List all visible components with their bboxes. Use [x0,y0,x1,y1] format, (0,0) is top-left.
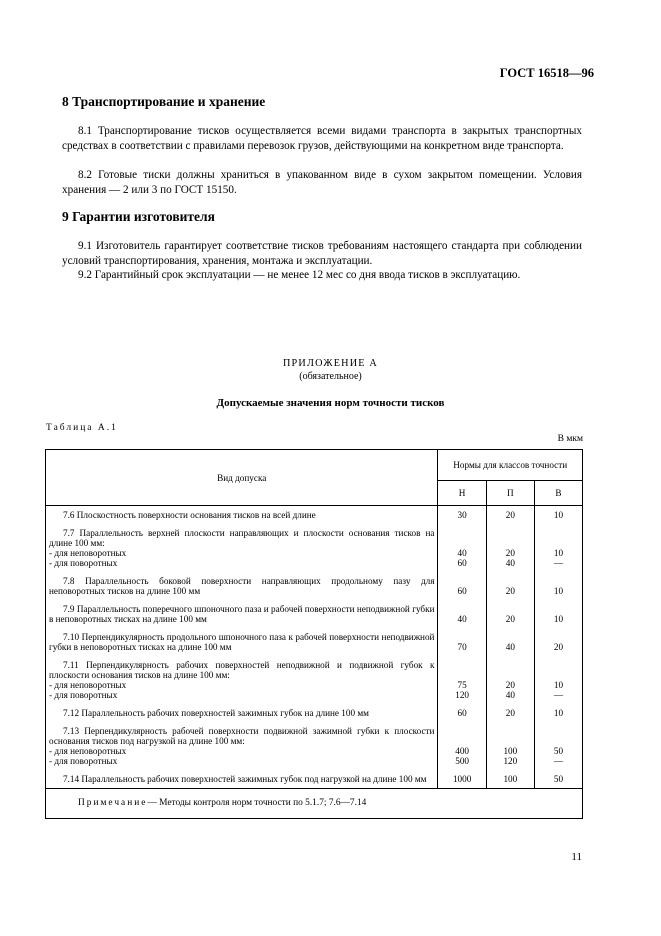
value: 100 [503,774,518,784]
value: 20 [505,614,515,624]
value-cell-v [534,628,582,656]
tolerance-text: 7.14 Параллельность рабочих поверхностей зажимных губок под нагрузкой на длине 100 мм [63,774,427,784]
tolerance-description [46,722,438,770]
value-cell-p [486,628,534,656]
column-header-class-v: В [534,481,582,506]
table-note [46,789,583,819]
table-row [46,506,583,525]
value: 40 [457,614,467,624]
column-header-class-n: Н [438,481,486,506]
value: 10 [553,708,564,718]
value-cell-v [534,524,582,572]
value-cell-p [486,506,534,525]
value-cell-v [534,770,582,789]
value: 10 [553,586,564,596]
table-label: Таблица А.1 [46,423,118,433]
tolerance-subitem: - для неповоротных [49,548,127,558]
value: 40 [505,690,515,700]
value: 60 [457,708,467,718]
value: 40 [505,558,515,568]
document-code: ГОСТ 16518—96 [499,66,594,80]
tolerance-text: 7.8 Параллельность боковой поверхности направляющих продольному пазу для неповоротных тисков на длине 100 мм [49,576,435,596]
value-cell-n [438,572,486,600]
section-9-title: 9 Гарантии изготовителя [62,209,215,224]
tolerance-description [46,506,438,525]
value: 20 [505,548,515,558]
value: 50 [553,774,564,784]
appendix-heading: Допускаемые значения норм точности тисков [216,397,445,409]
tolerance-description [46,600,438,628]
value-cell-p [486,600,534,628]
tolerance-subitem: - для поворотных [49,756,118,766]
section-8-title: 8 Транспортирование и хранение [62,94,266,109]
section-9-paragraph-1: 9.1 Изготовитель гарантирует соответствие тисков требованиям настоящего стандарта при соблюдении условий транспортирования, хранения, монтажа и эксплуатации. [62,240,582,267]
value: 120 [503,756,518,766]
value-cell-n [438,704,486,722]
table-body [46,506,583,789]
value: 400 [455,746,470,756]
tolerance-description [46,524,438,572]
value: 100 [503,746,518,756]
tolerance-subitem: - для поворотных [49,558,118,568]
value-cell-v [534,572,582,600]
value-cell-n [438,524,486,572]
table-row [46,600,583,628]
unit-label: В мкм [557,434,583,444]
value: — [553,558,564,568]
value: 50 [553,746,564,756]
tolerance-text: 7.12 Параллельность рабочих поверхностей зажимных губок на длине 100 мм [63,708,369,718]
tolerance-description [46,656,438,704]
value-cell-n [438,600,486,628]
appendix-title: ПРИЛОЖЕНИЕ А [283,358,378,369]
value: 20 [505,510,515,520]
tolerance-description [46,572,438,600]
value-cell-p [486,572,534,600]
value-cell-p [486,524,534,572]
table-row [46,656,583,704]
tolerance-text: 7.13 Перпендикулярность рабочей поверхности подвижной зажимной губки к плоскости основания тисков под нагрузкой на длине 100 мм: [49,726,435,746]
value-cell-v [534,506,582,525]
tolerance-text: 7.11 Перпендикулярность рабочих поверхностей неподвижной и подвижной губок к плоскости основания тисков на длине 100 мм: [49,660,435,680]
note-text: — Методы контроля норм точности по 5.1.7; 7.6—7.14 [147,798,367,808]
value-cell-p [486,656,534,704]
value: — [553,690,564,700]
value-cell-v [534,656,582,704]
value: 20 [553,642,564,652]
value-cell-n [438,770,486,789]
table-row [46,722,583,770]
tolerance-description [46,704,438,722]
table-row [46,628,583,656]
value: 60 [457,558,467,568]
value: 70 [457,642,467,652]
tolerance-text: 7.7 Параллельность верхней плоскости направляющих и плоскости основания тисков на длине 100 мм: [49,528,435,548]
value-cell-p [486,704,534,722]
value: 40 [505,642,515,652]
value: 75 [457,680,467,690]
tolerance-text: 7.9 Параллельность поперечного шпоночного паза и рабочей поверхности неподвижной губки в неповоротных тисках на длине 100 мм [49,604,435,624]
section-9-paragraph-2: 9.2 Гарантийный срок эксплуатации — не менее 12 мес со дня ввода тисков в эксплуатацию. [78,269,521,281]
value-cell-v [534,600,582,628]
value: 10 [553,548,564,558]
value-cell-p [486,722,534,770]
table-row [46,524,583,572]
tolerance-subitem: - для неповоротных [49,746,127,756]
tolerance-description [46,628,438,656]
value: 10 [553,614,564,624]
table-row [46,704,583,722]
note-label: Примечание [78,798,148,808]
value: 10 [553,510,564,520]
value: — [553,756,564,766]
value: 20 [505,680,515,690]
value: 20 [505,586,515,596]
page-number: 11 [571,851,582,863]
column-header-class-p: П [486,481,534,506]
table-row [46,770,583,789]
tolerance-text: 7.6 Плоскостность поверхности основания тисков на всей длине [63,510,316,520]
value: 20 [505,708,515,718]
value-cell-v [534,704,582,722]
appendix-subtitle: (обязательное) [299,371,362,382]
table-row [46,572,583,600]
tolerance-subitem: - для поворотных [49,690,118,700]
section-8-paragraph-1: 8.1 Транспортирование тисков осуществляется всеми видами транспорта в закрытых транспортных средствах в соответствии с правилами перевозок грузов, действующими на конкретном виде транспорта. [62,125,582,152]
value: 40 [457,548,467,558]
value-cell-p [486,770,534,789]
value: 1000 [452,774,472,784]
tolerance-text: 7.10 Перпендикулярность продольного шпоночного паза к рабочей поверхности неподвижной губки в неповоротных тисках на длине 100 мм [49,632,435,652]
column-header-type: Вид допуска [46,450,438,506]
value-cell-n [438,628,486,656]
value: 10 [553,680,564,690]
value-cell-n [438,656,486,704]
tolerance-subitem: - для неповоротных [49,680,127,690]
value-cell-v [534,722,582,770]
value: 500 [455,756,470,766]
section-8-paragraph-2: 8.2 Готовые тиски должны храниться в упакованном виде в сухом закрытом помещении. Условия хранения — 2 или 3 по ГОСТ 15150. [62,169,582,196]
value: 60 [457,586,467,596]
column-header-norms: Нормы для классов точности [438,450,583,481]
tolerance-table [45,449,583,819]
value: 30 [457,510,467,520]
value-cell-n [438,506,486,525]
value: 120 [455,690,470,700]
value-cell-n [438,722,486,770]
tolerance-description [46,770,438,789]
